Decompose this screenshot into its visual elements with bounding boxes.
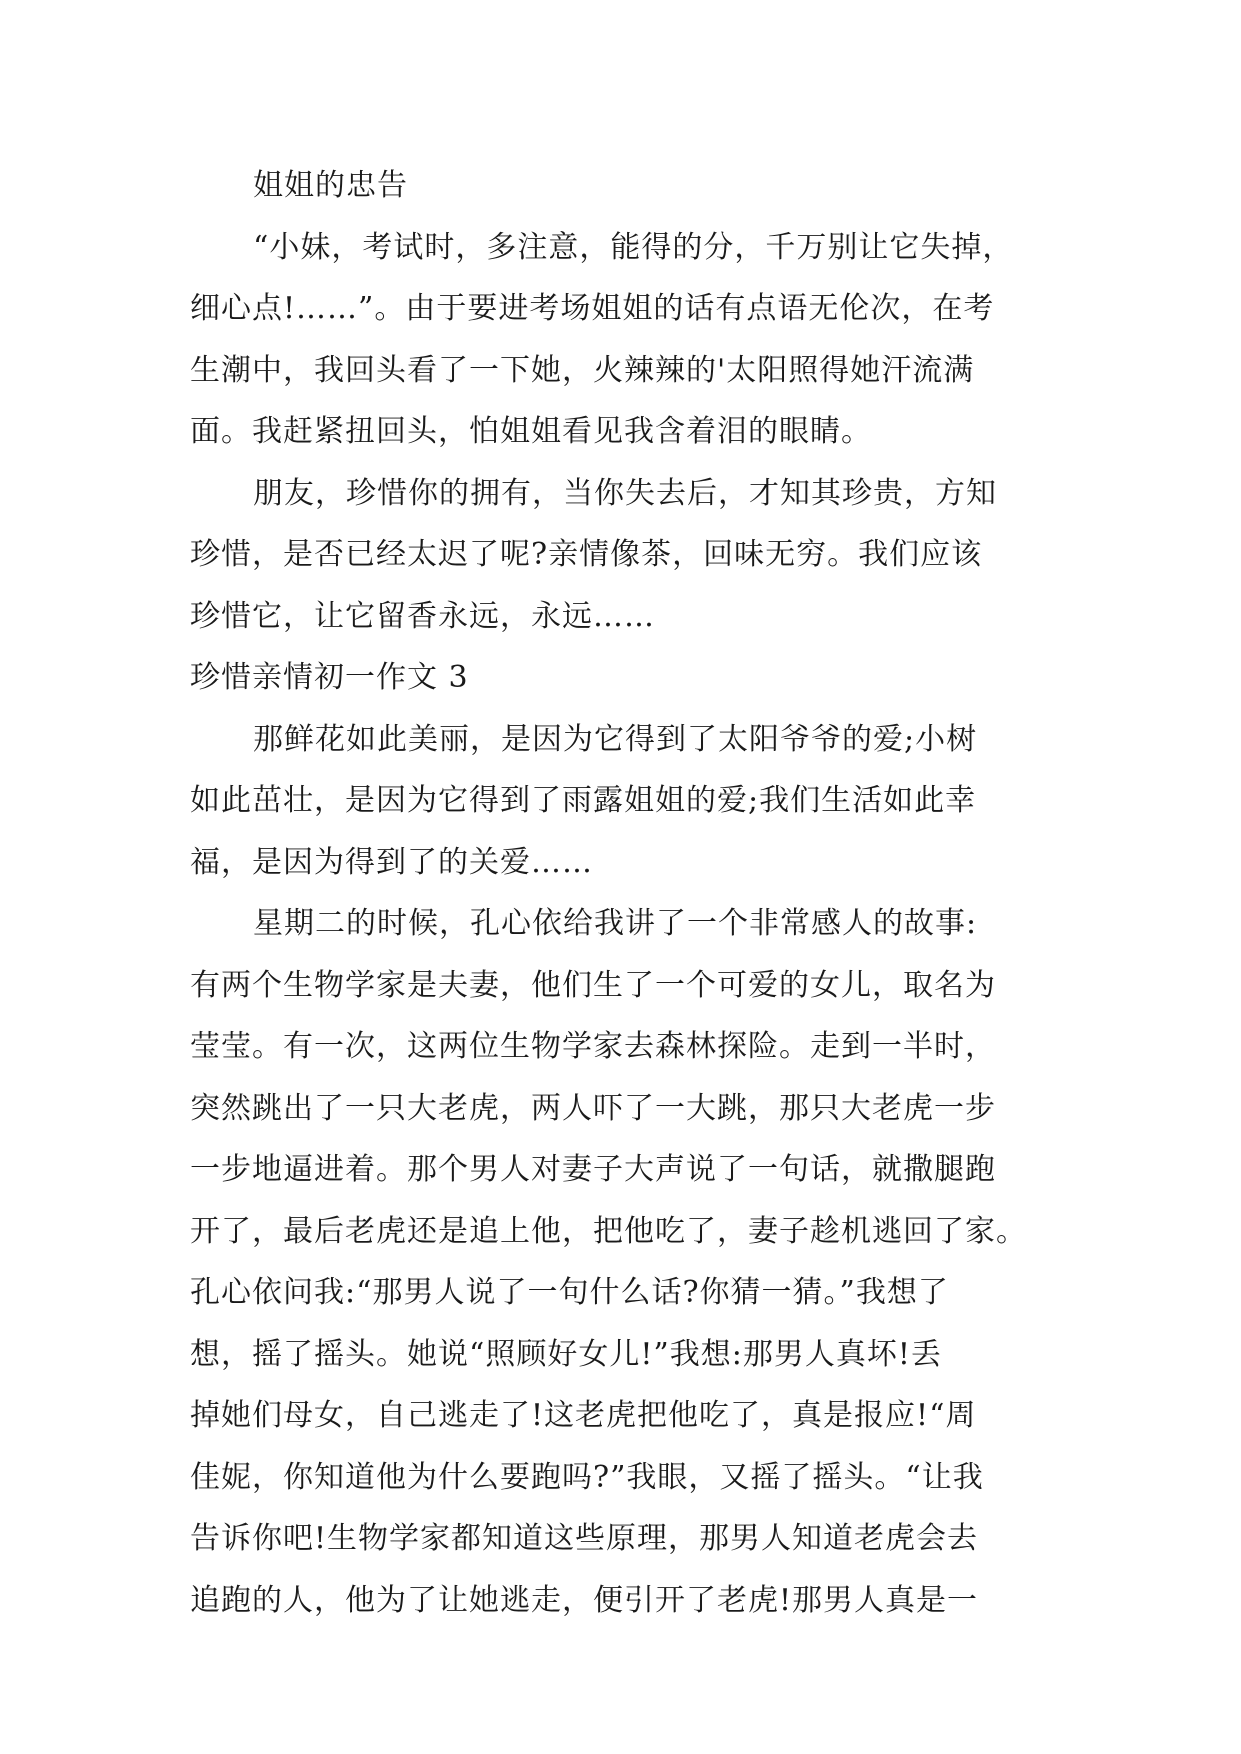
text-line: 面。我赶紧扭回头，怕姐姐看见我含着泪的眼睛。 [190, 414, 872, 449]
document-body [190, 155, 1070, 1631]
text-line: 孔心依问我:“那男人说了一句什么话?你猜一猜。”我想了 [190, 1275, 949, 1310]
text-line: 星期二的时候，孔心依给我讲了一个非常感人的故事: [253, 906, 978, 941]
text-line: 生潮中，我回头看了一下她，火辣辣的'太阳照得她汗流满 [190, 352, 975, 388]
text-line: 姐姐的忠告 [253, 168, 408, 203]
text-line: 有两个生物学家是夫妻，他们生了一个可爱的女儿，取名为 [190, 967, 996, 1003]
text-line: 想，摇了摇头。她说“照顾好女儿!”我想:那男人真坏!丢 [190, 1336, 942, 1372]
text-line: 珍惜亲情初一作文 3 [190, 660, 469, 695]
text-line: 掉她们母女，自己逃走了!这老虎把他吃了，真是报应!“周 [190, 1398, 977, 1433]
text-line: 开了，最后老虎还是追上他，把他吃了，妻子趁机逃回了家。 [190, 1213, 1027, 1249]
text-line: 告诉你吧!生物学家都知道这些原理，那男人知道老虎会去 [190, 1521, 979, 1556]
text-line: 珍惜，是否已经太迟了呢?亲情像茶，回味无穷。我们应该 [190, 537, 983, 572]
text-line: 朋友，珍惜你的拥有，当你失去后，才知其珍贵，方知 [253, 475, 997, 511]
text-line: 一步地逼进着。那个男人对妻子大声说了一句话，就撒腿跑 [190, 1152, 996, 1187]
text-line: 莹莹。有一次，这两位生物学家去森林探险。走到一半时， [190, 1029, 996, 1064]
text-line: 如此茁壮，是因为它得到了雨露姐姐的爱;我们生活如此幸 [190, 783, 977, 818]
document-page [190, 155, 1070, 1631]
text-line: “小妹，考试时，多注意，能得的分，千万别让它失掉， [253, 229, 1014, 265]
text-line: 突然跳出了一只大老虎，两人吓了一大跳，那只大老虎一步 [190, 1090, 996, 1126]
text-line: 那鲜花如此美丽，是因为它得到了太阳爷爷的爱;小树 [253, 721, 978, 757]
text-line: 福，是因为得到了的关爱…… [190, 844, 593, 880]
text-line: 佳妮，你知道他为什么要跑吗?”我眼，又摇了摇头。“让我 [190, 1459, 984, 1495]
text-line: 珍惜它，让它留香永远，永远…… [190, 598, 655, 634]
text-line: 细心点!……”。由于要进考场姐姐的话有点语无伦次，在考 [190, 291, 995, 326]
text-line: 追跑的人，他为了让她逃走，便引开了老虎!那男人真是一 [190, 1582, 979, 1618]
